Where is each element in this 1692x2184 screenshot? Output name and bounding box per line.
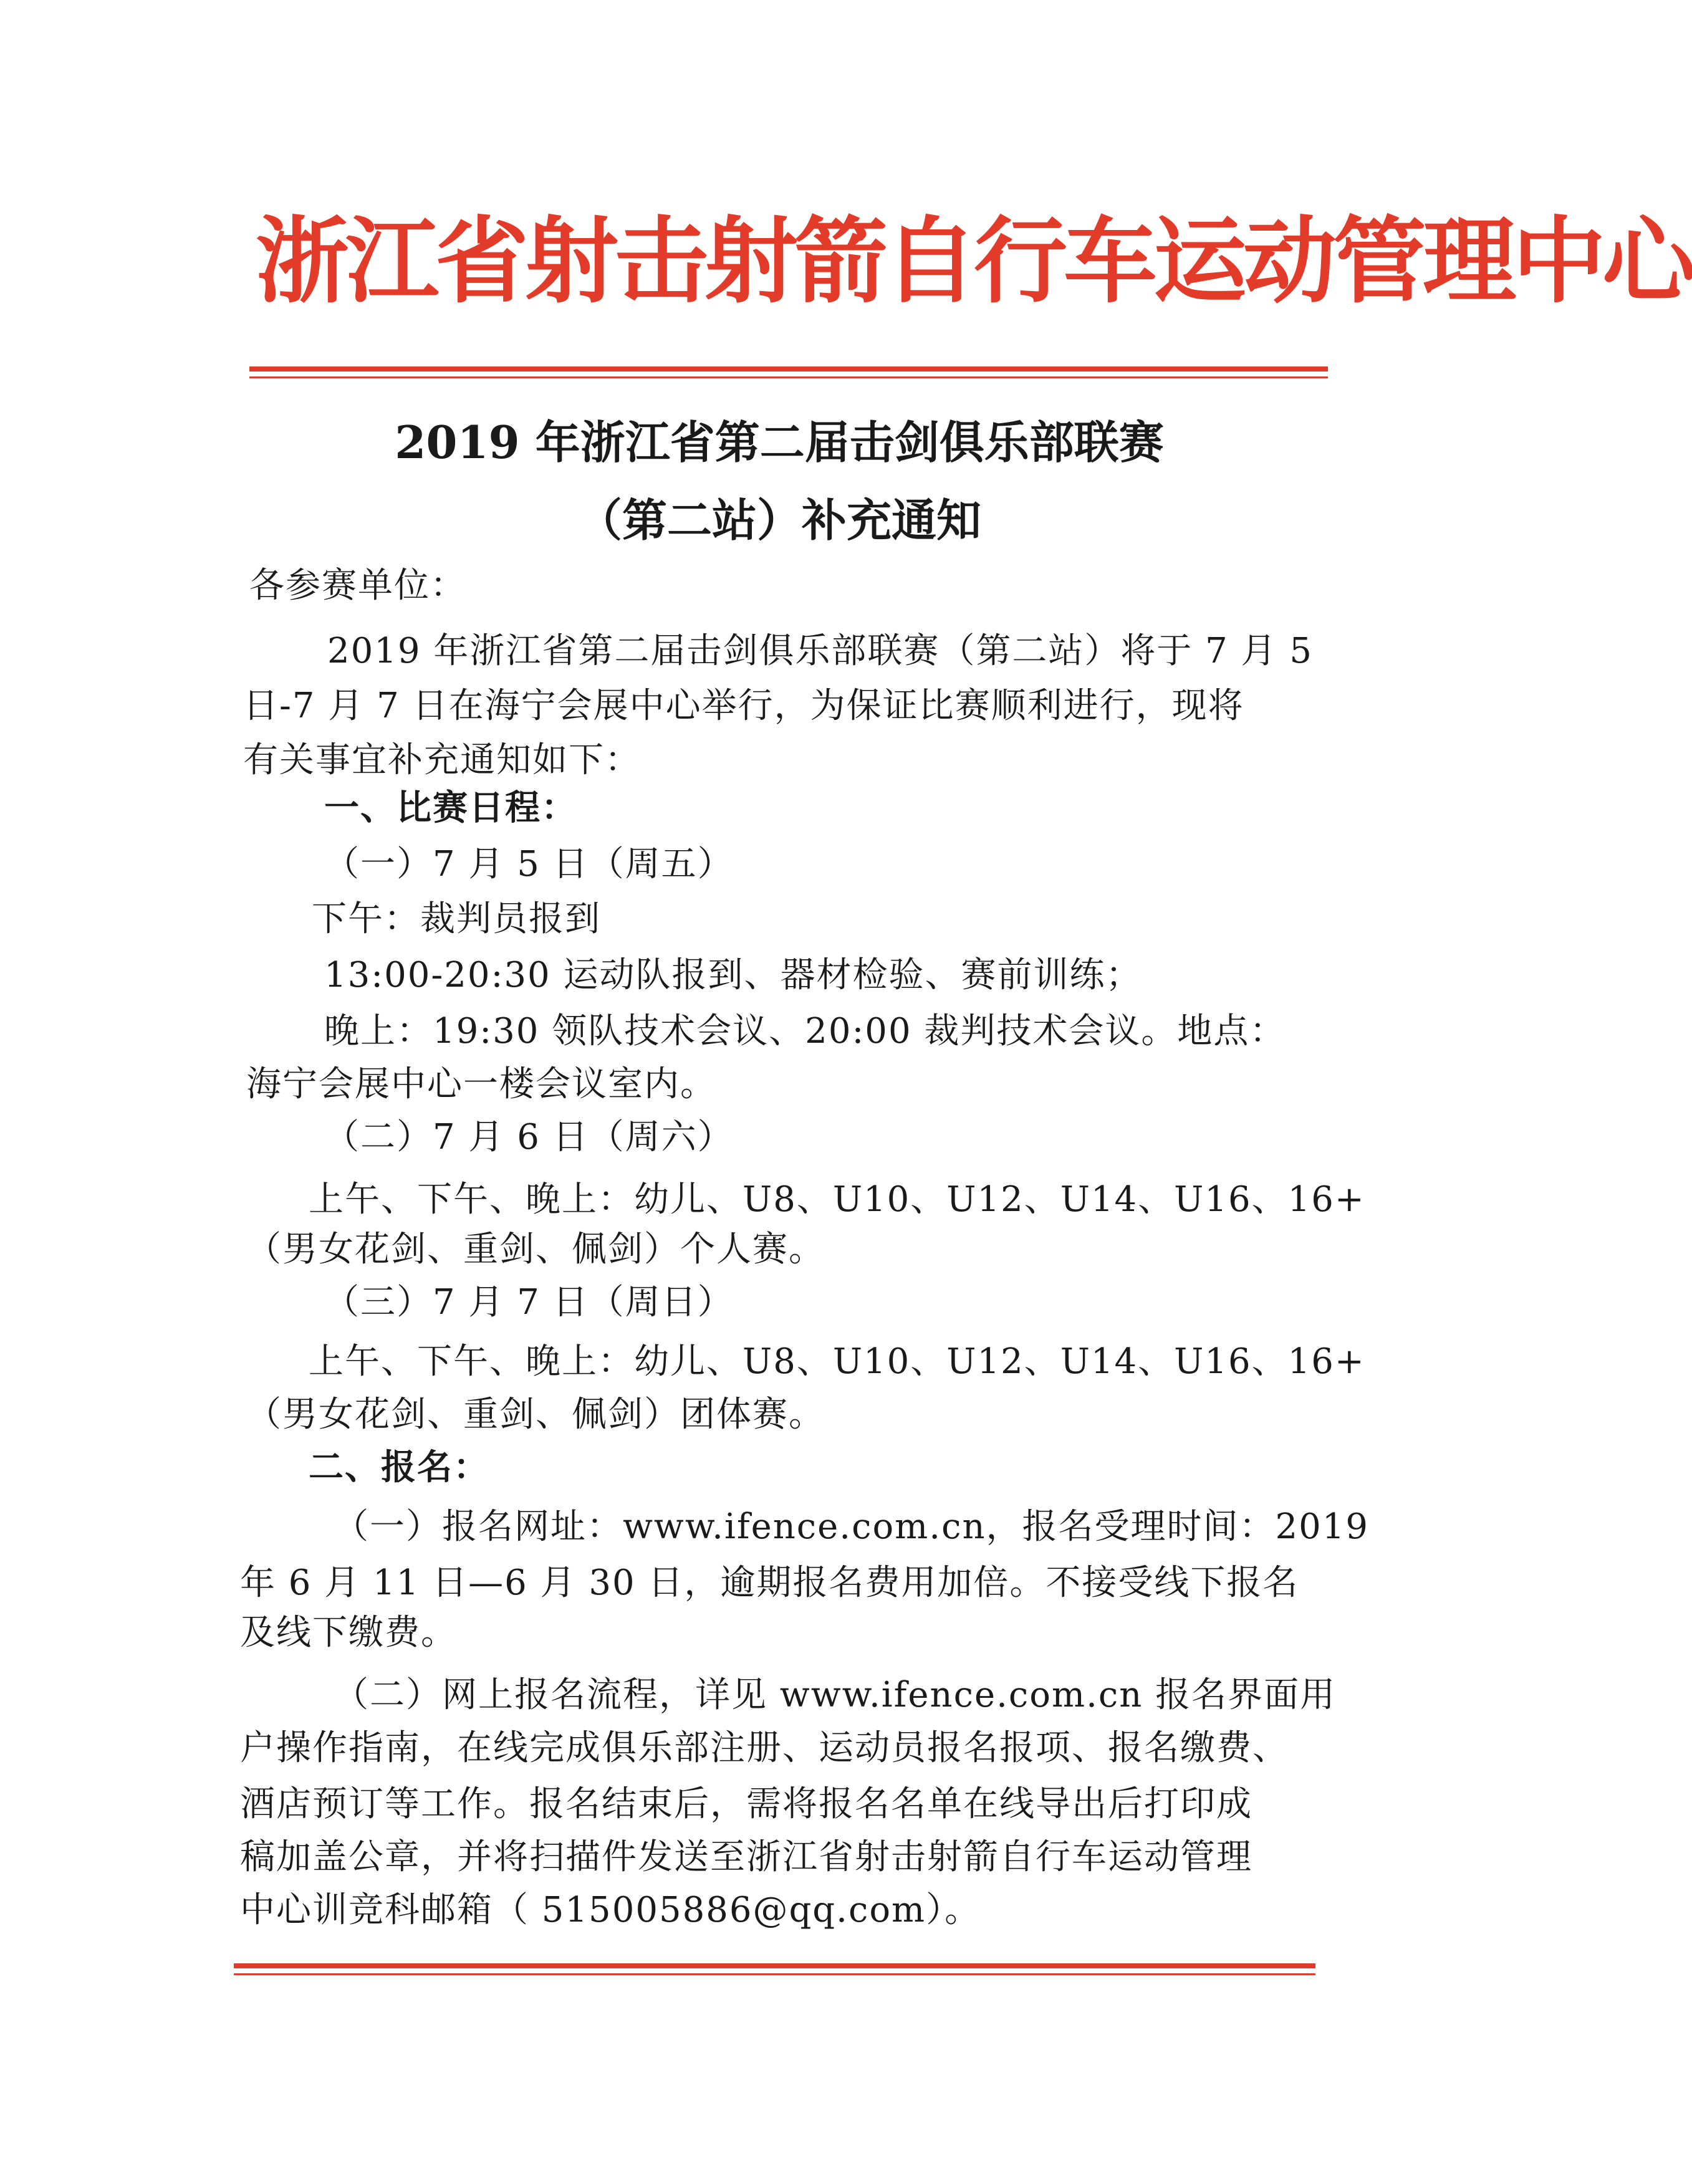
reg-item2-line: 酒店预订等工作。报名结束后，需将报名名单在线导出后打印成 xyxy=(240,1784,1252,1824)
document-title-line2: （第二站）补充通知 xyxy=(577,494,981,547)
section2-heading: 二、报名： xyxy=(309,1447,489,1488)
footer-rule-thick xyxy=(234,1963,1315,1968)
org-letterhead: 浙江省射击射箭自行车运动管理中心 xyxy=(256,208,1692,316)
day2-line: （男女花剑、重剑、佩剑）个人赛。 xyxy=(246,1229,825,1270)
day1-line: 下午：裁判员报到 xyxy=(312,899,601,939)
intro-line: 日-7 月 7 日在海宁会展中心举行，为保证比赛顺利进行，现将 xyxy=(243,686,1244,726)
reg-item2-line: 户操作指南，在线完成俱乐部注册、运动员报名报项、报名缴费、 xyxy=(240,1728,1289,1768)
document-title-line1: 2019 年浙江省第二届击剑俱乐部联赛 xyxy=(395,416,1164,469)
day3-line: 上午、下午、晚上：幼儿、U8、U10、U12、U14、U16、16+ xyxy=(309,1341,1365,1382)
day2-heading: （二）7 月 6 日（周六） xyxy=(324,1117,734,1157)
letterhead-rule-thick xyxy=(249,366,1328,371)
day1-line: 晚上：19:30 领队技术会议、20:00 裁判技术会议。地点： xyxy=(324,1011,1286,1051)
reg-item1-line: （一）报名网址：www.ifence.com.cn，报名受理时间：2019 xyxy=(334,1506,1370,1547)
reg-item1-line: 及线下缴费。 xyxy=(240,1612,457,1653)
footer-rule-thin xyxy=(234,1973,1315,1975)
day3-heading: （三）7 月 7 日（周日） xyxy=(324,1282,734,1323)
day1-line: 13:00-20:30 运动队报到、器材检验、赛前训练； xyxy=(324,955,1142,995)
day3-line: （男女花剑、重剑、佩剑）团体赛。 xyxy=(246,1394,825,1435)
reg-item2-line: （二）网上报名流程，详见 www.ifence.com.cn 报名界面用 xyxy=(334,1675,1337,1715)
intro-line: 2019 年浙江省第二届击剑俱乐部联赛（第二站）将于 7 月 5 xyxy=(327,631,1313,671)
letterhead-rule-thin xyxy=(249,376,1328,378)
day1-line: 海宁会展中心一楼会议室内。 xyxy=(246,1064,716,1104)
salutation: 各参赛单位： xyxy=(249,565,466,606)
reg-item2-line: 中心训竞科邮箱（ 515005886@qq.com）。 xyxy=(240,1890,981,1930)
reg-item2-line: 稿加盖公章，并将扫描件发送至浙江省射击射箭自行车运动管理 xyxy=(240,1837,1252,1877)
day1-heading: （一）7 月 5 日（周五） xyxy=(324,844,734,884)
reg-item1-line: 年 6 月 11 日—6 月 30 日，逾期报名费用加倍。不接受线下报名 xyxy=(240,1563,1299,1603)
section1-heading: 一、比赛日程： xyxy=(324,788,577,828)
intro-line: 有关事宜补充通知如下： xyxy=(243,740,641,780)
day2-line: 上午、下午、晚上：幼儿、U8、U10、U12、U14、U16、16+ xyxy=(309,1179,1365,1220)
